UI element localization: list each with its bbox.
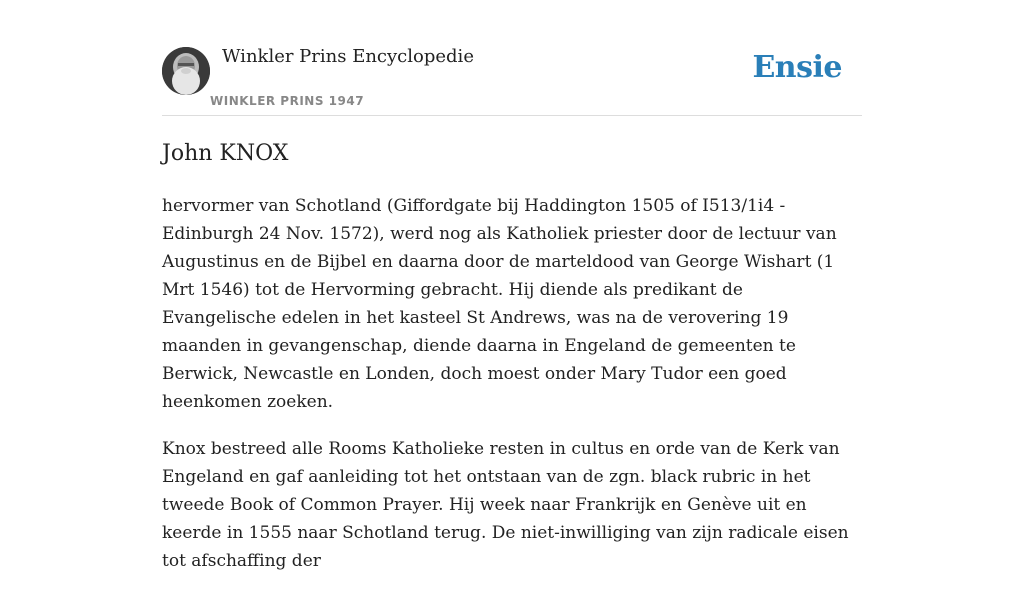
article-body	[162, 192, 862, 594]
article-paragraph: Knox bestreed alle Rooms Katholieke resten in cultus en orde van de Kerk van Engeland en gaf aanleiding tot het ontstaan van de zgn. black rubric in het tweede Book of Common Prayer. Hij week naar Frankrijk en Genève uit en keerde in 1555 naar Schotland terug. De niet-inwilliging van zijn radicale eisen tot afschaffing der	[162, 439, 849, 571]
article-paragraph: hervormer van Schotland (Giffordgate bij Haddington 1505 of I513/1i4 - Edinburgh 24 Nov. 1572), werd nog als Katholiek priester door de lectuur van Augustinus en de Bijbel en daarna door de marteldood van George Wishart (1 Mrt 1546) tot de Hervorming gebracht. Hij diende als predikant de Evangelische edelen in het kasteel St Andrews, was na de verovering 19 maanden in gevangenschap, diende daarna in Engeland de gemeenten te Berwick, Newcastle en Londen, doch moest onder Mary Tudor een goed heenkomen zoeken.	[162, 196, 837, 412]
bearded-man-portrait-icon	[162, 47, 210, 95]
site-title[interactable]: Winkler Prins Encyclopedie	[222, 46, 474, 67]
site-header	[162, 0, 862, 116]
page	[162, 0, 862, 571]
avatar[interactable]	[162, 47, 210, 95]
article-title: John KNOX	[162, 141, 289, 166]
brand-logo[interactable]: Ensie	[752, 50, 842, 85]
source-label[interactable]: WINKLER PRINS 1947	[210, 94, 365, 108]
